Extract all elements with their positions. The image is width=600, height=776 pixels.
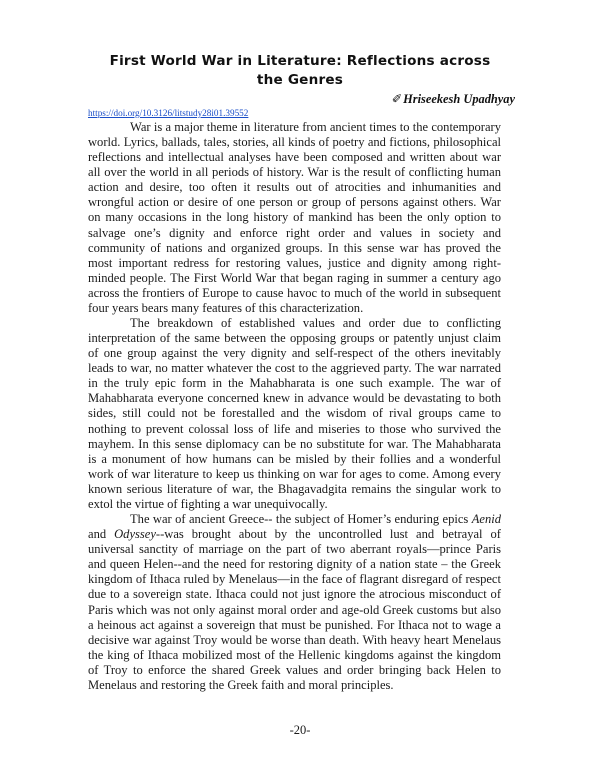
paragraph-3 [88, 512, 501, 693]
author-byline [392, 91, 515, 107]
paragraph-1: War is a major theme in literature from ancient times to the contemporary world. Lyrics, ballads, tales, stories, all kinds of poetry and fictions, philosophical reflections and intellectual analyses have been composed and written about war all over the world in all periods of history. War is the result of conflicting human action and desire, too often it results out of atrocities and inhumanities and wrongful action or desire of one person or group of persons against others. War on many occasions in the long history of mankind has been the only option to salvage one’s dignity and enforce right order and values in society and community of nations and organized groups. In this sense war has proved the most important redress for restoring values, justice and dignity among right-minded people. The First World War that began raging in summer a century ago across the frontiers of Europe to cause havoc to much of the world in subsequent four years bears many features of this characterization. [88, 120, 501, 315]
article-body [88, 120, 501, 693]
paragraph-2: The breakdown of established values and order due to conflicting interpretation of the same between the opposing groups or patently unjust claim of one group against the very dignity and self-respect of the others inevitably leads to war, no matter whatever the cost to the aggrieved party. The war narrated in the truly epic form in the Mahabharata is one such example. The war of Mahabharata everyone concerned knew in advance would be devastating to both sides, still could not be forestalled and the wisdom of rival groups came to nothing to prevent colossal loss of life and miseries to those who survived the mayhem. In this sense diplomacy can be no substitute for war. The Mahabharata is a monument of how humans can be misled by their follies and a wonderful work of war literature to keep us thinking on war for ages to come. Among every known serious literature of war, the Bhagavadgita remains the singular work to extol the virtue of fighting a war unequivocally. [88, 316, 501, 511]
pen-icon: ✐ [391, 92, 403, 106]
paragraph-3-start: The war of ancient Greece-- the subject of Homer’s enduring epics [130, 512, 472, 527]
article-title: First World War in Literature: Reflections across the Genres [109, 53, 491, 88]
odyssey-title: Odyssey [114, 527, 156, 542]
aenid-title: Aenid [471, 512, 501, 527]
paragraph-3-rest: --was brought about by the uncontrolled lust and betrayal of universal sanctity of marriage on the part of two aberrant royals—prince Paris and queen Helen--and the need for restoring dignity of a nation state – the Greek kingdom of Ithaca ruled by Menelaus—in the face of flagrant disregard of respect due to a sovereign state. Ithaca could not just ignore the atrocious misconduct of Paris which was not only against moral order and age-old Greek customs but also a heinous act against a sovereign that must be punished. For Ithaca not to wage a decisive war against Troy would be worse than death. With heavy heart Menelaus the king of Ithaca mobilized most of the Hellenic kingdoms against the kingdom of Troy to enforce the shared Greek values and order bringing back Helen to Menelaus and restoring the Greek faith and moral principles. [88, 527, 501, 692]
paragraph-3-and: and [88, 527, 115, 542]
page-number: -20- [289, 723, 311, 737]
doi-link[interactable]: https://doi.org/10.3126/litstudy28i01.39552 [88, 108, 249, 118]
author-name: Hriseekesh Upadhyay [403, 92, 515, 106]
